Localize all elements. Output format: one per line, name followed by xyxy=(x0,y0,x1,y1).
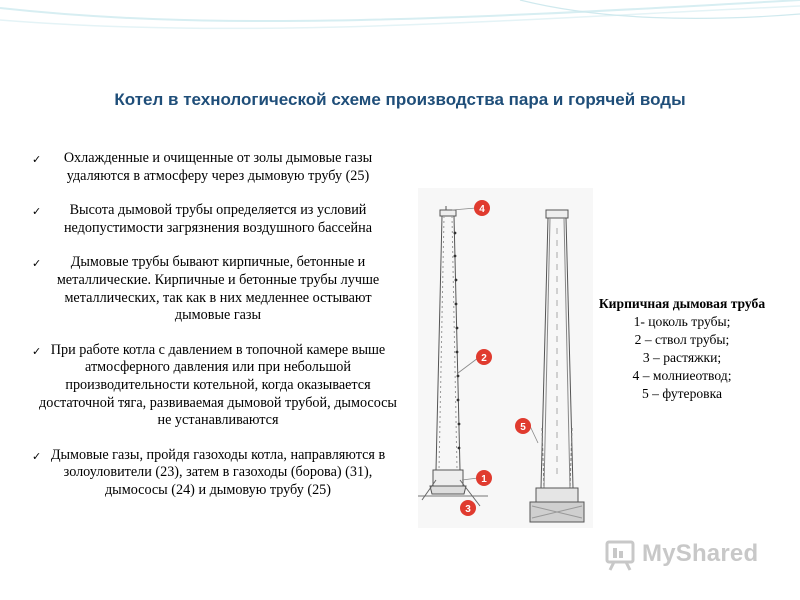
caption-item: 5 – футеровка xyxy=(641,386,723,401)
watermark-logo xyxy=(604,536,774,572)
svg-text:4: 4 xyxy=(479,204,485,215)
logo-text: MyShared xyxy=(642,540,759,567)
list-item: ✓ Дымовые трубы бывают кирпичные, бетонные и металлические. Кирпичные и бетонные трубы лучше металлических, так как в них медленнее остывают дымовые газы xyxy=(32,254,380,324)
marker-2 xyxy=(476,349,492,365)
caption-item: 4 – молниеотвод; xyxy=(632,368,732,383)
caption-item: 3 – растяжки; xyxy=(642,350,722,365)
checkmark-icon: ✓ xyxy=(32,257,42,271)
list-item: ✓ При работе котла с давлением в топочной камере выше атмосферного давления или при небольшой производительности котельной, когда оказывается достаточной тяга, развиваемая дымовой трубой, дымососы не устанавливаются xyxy=(32,341,397,429)
marker-3 xyxy=(460,500,476,516)
list-item: ✓ Дымовые газы, пройдя газоходы котла, направляются в золоуловители (23), затем в газоходы (борова) (31), дымососы (24) и дымовую трубу (25) xyxy=(32,446,386,498)
svg-text:5: 5 xyxy=(520,422,526,433)
chimney-diagram xyxy=(418,188,593,533)
svg-text:3: 3 xyxy=(465,504,471,515)
checkmark-icon: ✓ xyxy=(32,344,42,358)
decorative-curves xyxy=(0,0,800,72)
chimney-section xyxy=(530,210,584,522)
caption-title: Кирпичная дымовая труба xyxy=(598,296,766,311)
svg-text:1: 1 xyxy=(481,474,487,485)
header-decoration xyxy=(0,0,800,72)
svg-text:2: 2 xyxy=(481,353,487,364)
marker-5 xyxy=(515,418,531,434)
marker-4 xyxy=(474,200,490,216)
list-item: ✓ Охлажденные и очищенные от золы дымовые газы удаляются в атмосферу через дымовую трубу (25) xyxy=(32,150,373,184)
caption-item: 1- цоколь трубы; xyxy=(633,314,731,329)
marker-1 xyxy=(476,470,492,486)
presentation-board-icon xyxy=(604,538,638,572)
caption-item: 2 – ствол трубы; xyxy=(634,332,730,347)
list-item: ✓ Высота дымовой трубы определяется из условий недопустимости загрязнения воздушного бассейна xyxy=(32,202,373,236)
page-title: Котел в технологической схеме производства пара и горячей воды xyxy=(114,90,686,109)
checkmark-icon: ✓ xyxy=(32,449,42,463)
diagram-caption xyxy=(598,295,766,403)
checkmark-icon: ✓ xyxy=(32,153,42,166)
checkmark-icon: ✓ xyxy=(32,205,42,219)
bullet-list xyxy=(28,150,398,517)
leader-lines xyxy=(452,208,538,510)
